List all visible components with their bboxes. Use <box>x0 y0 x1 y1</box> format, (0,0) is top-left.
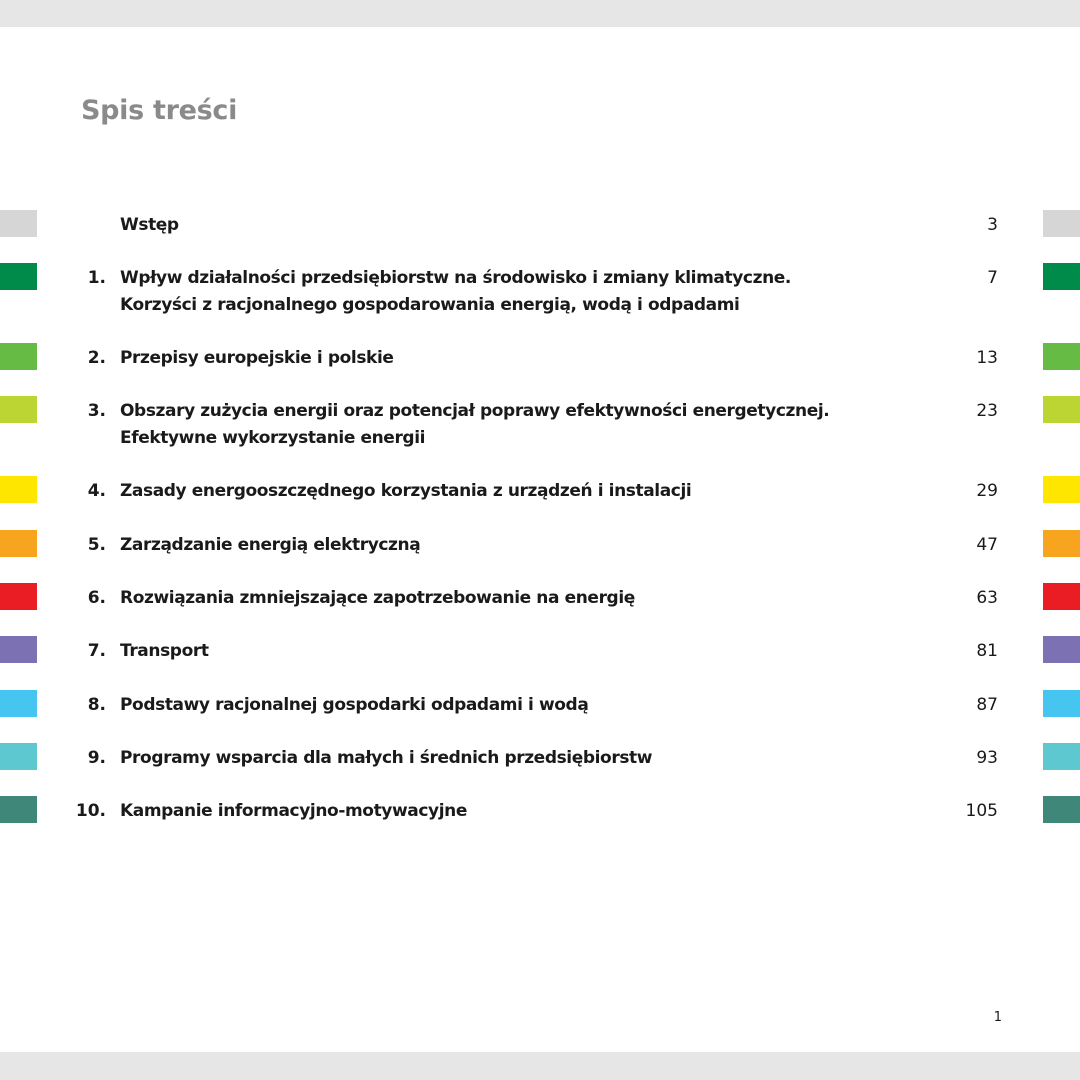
color-tab-left <box>0 743 37 770</box>
color-tab-left <box>0 210 37 237</box>
color-tab-left <box>0 396 37 423</box>
entry-page-number: 81 <box>976 641 998 661</box>
color-tab-right <box>1043 796 1080 823</box>
entry-title <box>120 398 900 452</box>
entry-number: 2. <box>87 348 106 368</box>
toc-entry[interactable] <box>0 743 1080 803</box>
page-folio: 1 <box>993 1010 1002 1025</box>
color-tab-right <box>1043 263 1080 290</box>
page-title: Spis treści <box>81 95 238 126</box>
entry-number: 5. <box>87 535 106 555</box>
entry-title: Zasady energooszczędnego korzystania z urządzeń i instalacji <box>120 481 692 501</box>
entry-page-number: 13 <box>976 348 998 368</box>
entry-title-line: Korzyści z racjonalnego gospodarowania energią, wodą i odpadami <box>120 295 740 315</box>
entry-title: Programy wsparcia dla małych i średnich przedsiębiorstw <box>120 748 653 768</box>
color-tab-right <box>1043 743 1080 770</box>
color-tab-left <box>0 796 37 823</box>
color-tab-left <box>0 343 37 370</box>
toc-entry[interactable] <box>0 636 1080 696</box>
entry-title: Kampanie informacyjno-motywacyjne <box>120 801 467 821</box>
entry-title: Przepisy europejskie i polskie <box>120 348 394 368</box>
color-tab-left <box>0 476 37 503</box>
toc-entry[interactable] <box>0 396 1080 456</box>
entry-number: 4. <box>87 481 106 501</box>
entry-page-number: 47 <box>976 535 998 555</box>
entry-number: 9. <box>87 748 106 768</box>
entry-title: Wstęp <box>120 215 179 235</box>
entry-number: 6. <box>87 588 106 608</box>
entry-number: 3. <box>87 401 106 421</box>
color-tab-left <box>0 636 37 663</box>
color-tab-right <box>1043 690 1080 717</box>
entry-page-number: 87 <box>976 695 998 715</box>
toc-entry[interactable] <box>0 796 1080 856</box>
entry-title: Zarządzanie energią elektryczną <box>120 535 421 555</box>
toc-entry[interactable] <box>0 530 1080 590</box>
entry-title: Rozwiązania zmniejszające zapotrzebowanie na energię <box>120 588 635 608</box>
entry-number: 10. <box>75 801 106 821</box>
toc-entry[interactable] <box>0 476 1080 536</box>
color-tab-right <box>1043 343 1080 370</box>
color-tab-right <box>1043 210 1080 237</box>
color-tab-right <box>1043 636 1080 663</box>
entry-number: 7. <box>87 641 106 661</box>
color-tab-right <box>1043 476 1080 503</box>
toc-entry[interactable] <box>0 583 1080 643</box>
toc-entry[interactable] <box>0 343 1080 403</box>
entry-title-line: Efektywne wykorzystanie energii <box>120 428 426 448</box>
color-tab-left <box>0 690 37 717</box>
entry-page-number: 93 <box>976 748 998 768</box>
toc-entry[interactable] <box>0 690 1080 750</box>
color-tab-right <box>1043 530 1080 557</box>
table-of-contents <box>0 27 1080 1052</box>
toc-entry[interactable] <box>0 263 1080 323</box>
entry-page-number: 29 <box>976 481 998 501</box>
color-tab-right <box>1043 583 1080 610</box>
document-page <box>0 27 1080 1052</box>
entry-title-line: Wpływ działalności przedsiębiorstw na środowisko i zmiany klimatyczne. <box>120 268 791 288</box>
entry-title: Transport <box>120 641 209 661</box>
entry-title-line: Obszary zużycia energii oraz potencjał poprawy efektywności energetycznej. <box>120 401 830 421</box>
color-tab-left <box>0 530 37 557</box>
color-tab-left <box>0 263 37 290</box>
color-tab-left <box>0 583 37 610</box>
entry-number: 8. <box>87 695 106 715</box>
entry-page-number: 3 <box>987 215 998 235</box>
entry-title <box>120 265 900 319</box>
entry-page-number: 23 <box>976 401 998 421</box>
entry-title: Podstawy racjonalnej gospodarki odpadami i wodą <box>120 695 589 715</box>
toc-entry[interactable] <box>0 210 1080 270</box>
entry-page-number: 105 <box>965 801 998 821</box>
entry-page-number: 63 <box>976 588 998 608</box>
entry-number: 1. <box>87 268 106 288</box>
color-tab-right <box>1043 396 1080 423</box>
entry-page-number: 7 <box>987 268 998 288</box>
